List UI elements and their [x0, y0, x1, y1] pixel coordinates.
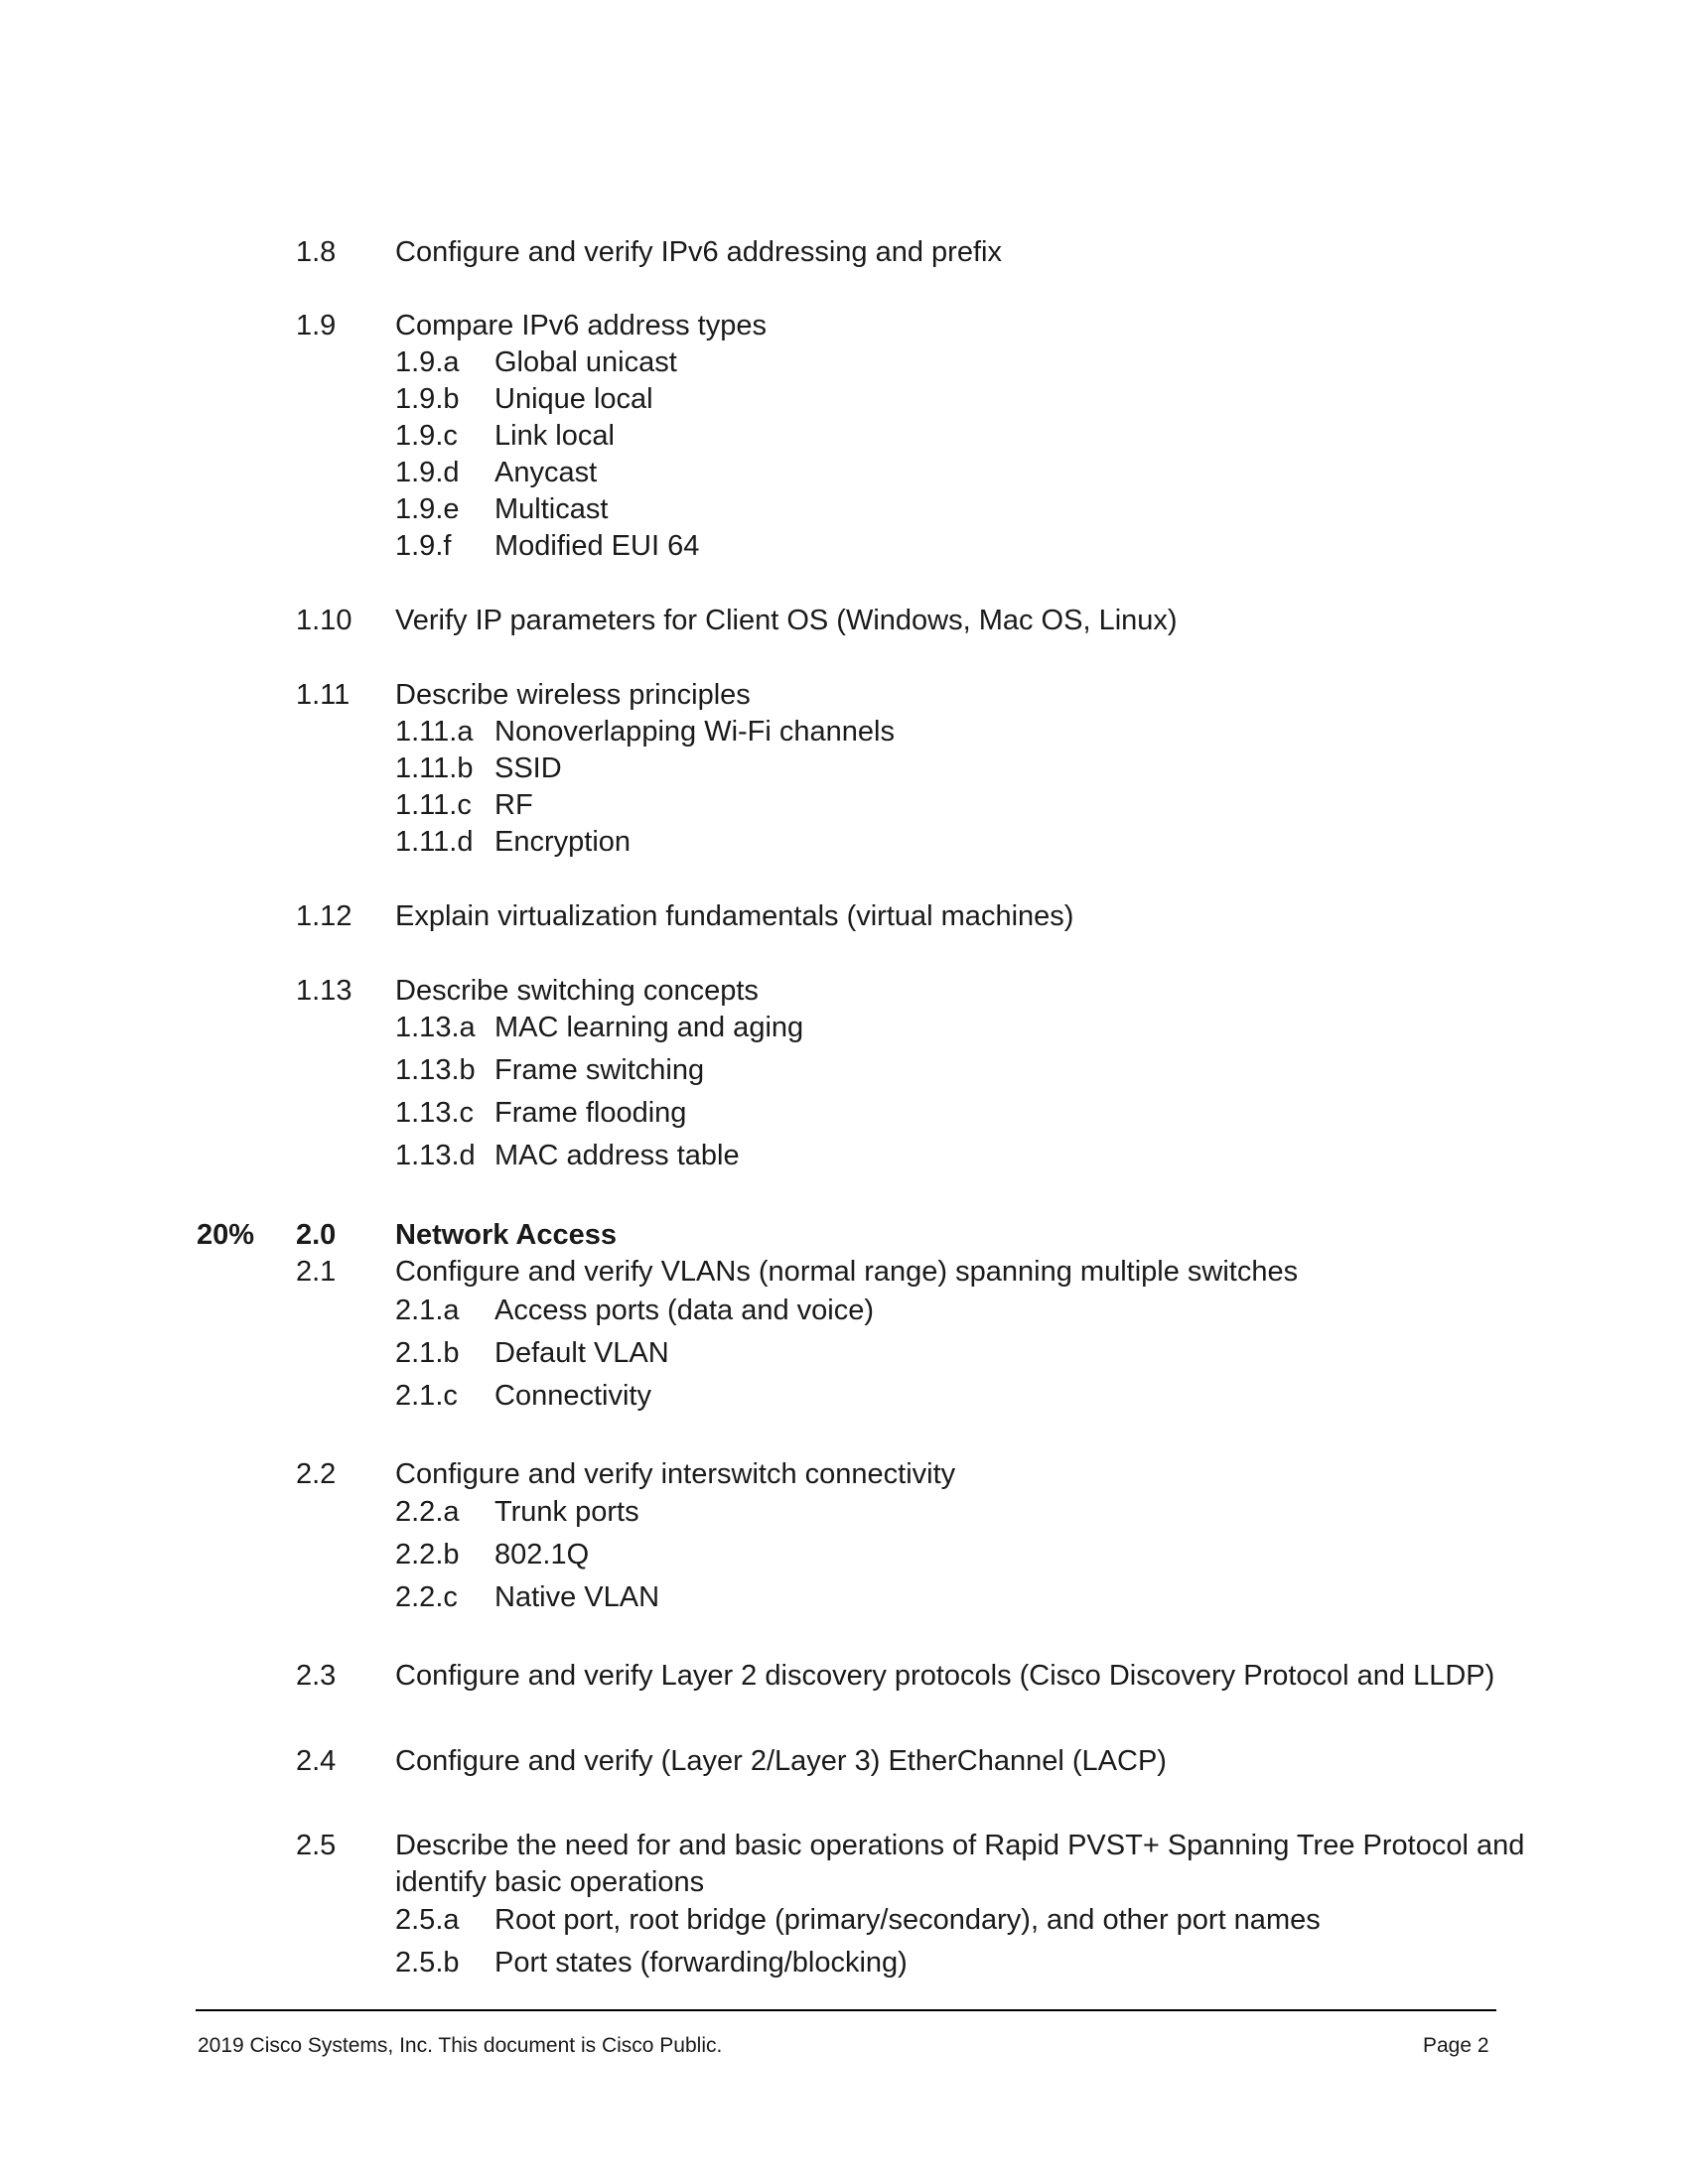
subtopic-number: 1.11.a: [395, 716, 474, 748]
topic-number: 1.13: [296, 975, 352, 1007]
subtopic-text: MAC learning and aging: [494, 1012, 804, 1043]
subtopic-number: 1.9.d: [395, 457, 460, 488]
subtopic-text: Trunk ports: [494, 1496, 639, 1528]
subtopic-text: Root port, root bridge (primary/secondary), and other port names: [494, 1904, 1321, 1936]
subtopic-number: 1.9.b: [395, 383, 460, 415]
subtopic-number: 1.13.b: [395, 1054, 476, 1086]
subtopic-number: 2.1.b: [395, 1337, 460, 1369]
topic-number: 2.1: [296, 1256, 337, 1288]
subtopic-number: 2.1.c: [395, 1380, 458, 1412]
topic-text: Compare IPv6 address types: [395, 310, 767, 341]
subtopic-text: Anycast: [494, 457, 598, 488]
topic-text: Describe the need for and basic operations of Rapid PVST+ Spanning Tree Protocol and: [395, 1830, 1525, 1861]
subtopic-text: Modified EUI 64: [494, 530, 700, 562]
subtopic-text: SSID: [494, 752, 562, 784]
subtopic-text: RF: [494, 789, 533, 821]
subtopic-number: 1.11.c: [395, 789, 472, 821]
subtopic-number: 1.11.d: [395, 826, 474, 858]
subtopic-number: 1.9.a: [395, 346, 460, 378]
topic-number: 1.12: [296, 900, 352, 932]
footer-page-number: Page 2: [1423, 2034, 1489, 2057]
subtopic-text: Default VLAN: [494, 1337, 669, 1369]
section-number: 2.0: [296, 1219, 337, 1251]
subtopic-text: Native VLAN: [494, 1581, 660, 1613]
topic-number: 1.11: [296, 679, 351, 711]
topic-number: 2.2: [296, 1458, 337, 1490]
subtopic-number: 2.2.c: [395, 1581, 458, 1613]
topic-number: 1.9: [296, 310, 337, 341]
topic-text: Configure and verify (Layer 2/Layer 3) EtherChannel (LACP): [395, 1745, 1167, 1777]
subtopic-text: Frame flooding: [494, 1097, 687, 1129]
footer-divider: [196, 2009, 1496, 2011]
subtopic-text: Nonoverlapping Wi-Fi channels: [494, 716, 895, 748]
subtopic-number: 2.1.a: [395, 1295, 460, 1326]
subtopic-number: 1.9.f: [395, 530, 452, 562]
topic-text: Describe switching concepts: [395, 975, 759, 1007]
topic-number: 2.4: [296, 1745, 337, 1777]
subtopic-number: 1.9.c: [395, 420, 458, 452]
topic-text: Configure and verify VLANs (normal range) spanning multiple switches: [395, 1256, 1299, 1288]
subtopic-number: 2.5.a: [395, 1904, 460, 1936]
subtopic-text: Unique local: [494, 383, 653, 415]
subtopic-text: 802.1Q: [494, 1539, 590, 1570]
topic-text: identify basic operations: [395, 1866, 705, 1898]
subtopic-number: 1.9.e: [395, 493, 460, 525]
subtopic-text: Port states (forwarding/blocking): [494, 1947, 908, 1979]
subtopic-number: 2.5.b: [395, 1947, 460, 1979]
subtopic-text: Link local: [494, 420, 615, 452]
topic-number: 1.8: [296, 236, 337, 268]
subtopic-text: Frame switching: [494, 1054, 705, 1086]
section-title: Network Access: [395, 1219, 617, 1251]
subtopic-number: 1.13.c: [395, 1097, 474, 1129]
topic-text: Describe wireless principles: [395, 679, 751, 711]
topic-text: Explain virtualization fundamentals (virtual machines): [395, 900, 1074, 932]
subtopic-text: Encryption: [494, 826, 632, 858]
subtopic-number: 1.13.a: [395, 1012, 476, 1043]
topic-number: 2.3: [296, 1660, 337, 1692]
subtopic-number: 2.2.b: [395, 1539, 460, 1570]
subtopic-text: Global unicast: [494, 346, 677, 378]
subtopic-text: MAC address table: [494, 1140, 740, 1171]
topic-number: 1.10: [296, 605, 352, 636]
subtopic-text: Connectivity: [494, 1380, 651, 1412]
subtopic-text: Multicast: [494, 493, 609, 525]
footer-copyright: 2019 Cisco Systems, Inc. This document is Cisco Public.: [198, 2034, 723, 2057]
subtopic-text: Access ports (data and voice): [494, 1295, 875, 1326]
subtopic-number: 2.2.a: [395, 1496, 460, 1528]
topic-text: Configure and verify Layer 2 discovery protocols (Cisco Discovery Protocol and LLDP): [395, 1660, 1495, 1692]
topic-text: Configure and verify IPv6 addressing and prefix: [395, 236, 1002, 268]
topic-text: Verify IP parameters for Client OS (Windows, Mac OS, Linux): [395, 605, 1178, 636]
subtopic-number: 1.13.d: [395, 1140, 476, 1171]
section-weight: 20%: [197, 1219, 255, 1251]
topic-text: Configure and verify interswitch connectivity: [395, 1458, 956, 1490]
subtopic-number: 1.11.b: [395, 752, 474, 784]
topic-number: 2.5: [296, 1830, 337, 1861]
